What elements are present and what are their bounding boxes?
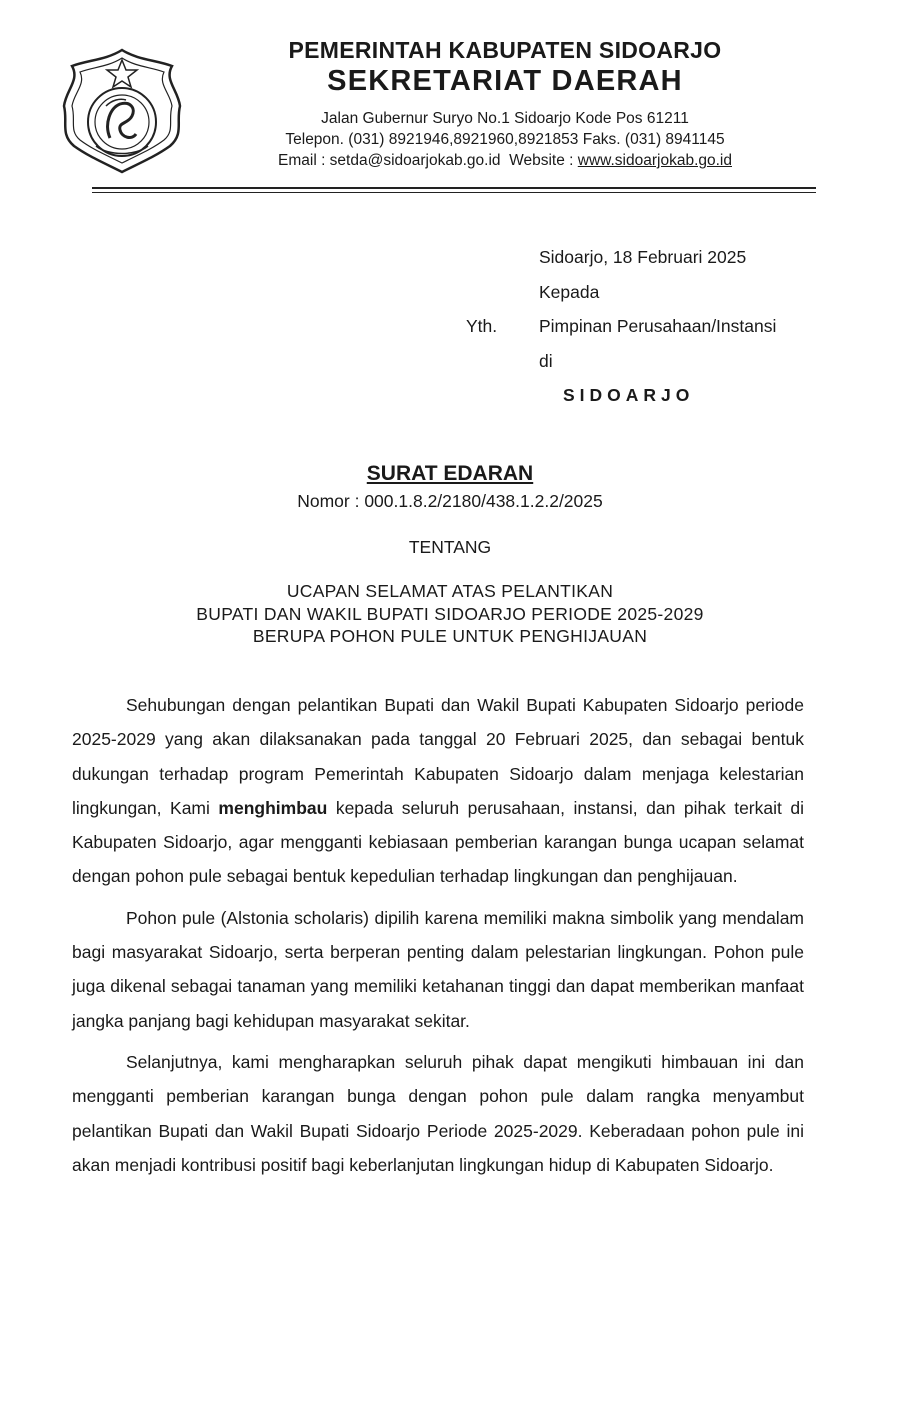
letterhead-divider-thin: [92, 192, 816, 193]
recipient-block: [466, 240, 776, 413]
office-contact: [190, 108, 820, 171]
office-address: Jalan Gubernur Suryo No.1 Sidoarjo Kode Pos 61211: [321, 110, 689, 127]
email-text: Email : setda@sidoarjokab.go.id Website :: [278, 152, 578, 169]
body-paragraph-3: Selanjutnya, kami mengharapkan seluruh pihak dapat mengikuti himbauan ini dan mengganti pemberian karangan bunga dengan pohon pule dalam rangka menyambut pelantikan Bupati dan Wakil Bupati Sidoarjo Periode 2025-2029. Keberadaan pohon pule ini akan menjadi kontribusi positif bagi keberlanjutan lingkungan hidup di Kabupaten Sidoarjo.: [72, 1051, 804, 1175]
recipient-city: SIDOARJO: [563, 385, 695, 405]
letter-title-block: [0, 460, 900, 648]
subject-line-1: UCAPAN SELAMAT ATAS PELANTIKAN: [286, 581, 614, 601]
office-email-website: [190, 150, 820, 171]
letter-heading: SURAT EDARAN: [366, 462, 534, 485]
yth-label: Yth.: [466, 316, 498, 336]
kepada-label: Kepada: [539, 281, 600, 302]
website-link[interactable]: www.sidoarjokab.go.id: [577, 152, 732, 169]
letter-body: [72, 688, 804, 1189]
office-phone: Telepon. (031) 8921946,8921960,8921853 Faks. (031) 8941145: [285, 131, 725, 148]
paragraph-1-text-end: kepada seluruh perusahaan, instansi, dan pihak terkait di Kabupaten Sidoarjo, agar mengganti kebiasaan pemberian karangan bunga ucapan selamat dengan pohon pule sebagai bentuk kepedulian terhadap lingkungan dan penghijauan.: [72, 797, 804, 887]
di-label: di: [539, 350, 553, 371]
subject-line-3: BERUPA POHON PULE UNTUK PENGHIJAUAN: [252, 626, 648, 646]
letter-subject: [0, 580, 900, 648]
subject-line-2: BUPATI DAN WAKIL BUPATI SIDOARJO PERIODE 2025-2029: [196, 603, 704, 624]
letterhead-divider-thick: [92, 187, 816, 189]
office-name: SEKRETARIAT DAERAH: [327, 65, 683, 97]
paragraph-1-emphasis: menghimbau: [218, 797, 328, 818]
government-name: PEMERINTAH KABUPATEN SIDOARJO: [288, 37, 722, 63]
body-paragraph-2: Pohon pule (Alstonia scholaris) dipilih karena memiliki makna simbolik yang mendalam bagi masyarakat Sidoarjo, serta berperan penting dalam pelestarian lingkungan. Pohon pule juga dikenal sebagai tanaman yang memiliki ketahanan tinggi dan dapat memberikan manfaat jangka panjang bagi kehidupan masyarakat sekitar.: [72, 907, 804, 1031]
sidoarjo-emblem-logo: [60, 46, 185, 176]
letter-number: Nomor : 000.1.8.2/2180/438.1.2.2/2025: [297, 491, 603, 511]
paragraph-1-text-start: Sehubungan dengan pelantikan Bupati dan Wakil Bupati Kabupaten Sidoarjo periode 2025-2029 yang akan dilaksanakan pada tanggal 20 Februari 2025, dan sebagai bentuk dukungan terhadap program Pemerintah Kabupaten Sidoarjo dalam menjaga kelestarian lingkungan, Kami: [72, 695, 804, 818]
body-paragraph-1: [72, 688, 804, 894]
addressee: Pimpinan Perusahaan/Instansi: [539, 316, 777, 336]
letterhead: [190, 36, 820, 171]
letter-date: Sidoarjo, 18 Februari 2025: [539, 247, 747, 267]
tentang-label: TENTANG: [408, 537, 492, 557]
